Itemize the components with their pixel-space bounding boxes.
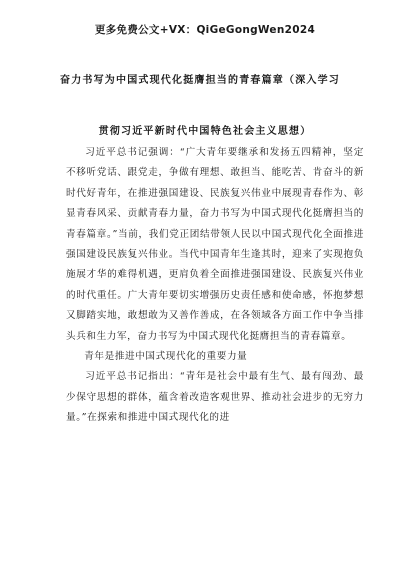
body-paragraph-1: 习近平总书记强调：“广大青年要继承和发扬五四精神，坚定不移听党话、跟党走，争做有理想、敢担当、能吃苦、肯奋斗的新时代好青年，在推进强国建设、民族复兴伟业中展现青春作为、彰显青春风采、贡献青春力量，奋力书写为中国式现代化挺膺担当的青春篇章。”当前，我们党正团结带领人民以中国式现代化全面推进强国建设民族复兴伟业。当代中国青年生逢其时，迎来了实现抱负施展才华的难得机遇，更肩负着全面推进强国建设、民族复兴伟业的时代重任。广大青年要切实增强历史责任感和使命感，怀抱梦想又脚踏实地，敢想敢为又善作善成，在各领域各方面工作中争当排头兵和生力军，奋力书写为中国式现代化挺膺担当的青春篇章。 xyxy=(66,147,364,342)
document-title-line-2: 贯彻习近平新时代中国特色社会主义思想） xyxy=(98,126,312,137)
body-paragraph-2: 习近平总书记指出：“青年是社会中最有生气、最有闯劲、最少保守思想的群体，蕴含着改造客观世界、推动社会进步的无穷力量。”在探索和推进中国式现代化的进 xyxy=(66,371,364,424)
document-title-line-1: 奋力书写为中国式现代化挺膺担当的青春篇章（深入学习 xyxy=(60,75,340,86)
document-body xyxy=(66,143,364,429)
watermark-header: 更多免费公文+VX：QiGeGongWen2024 xyxy=(94,24,316,36)
section-subheading: 青年是推进中国式现代化的重要力量 xyxy=(84,351,248,363)
